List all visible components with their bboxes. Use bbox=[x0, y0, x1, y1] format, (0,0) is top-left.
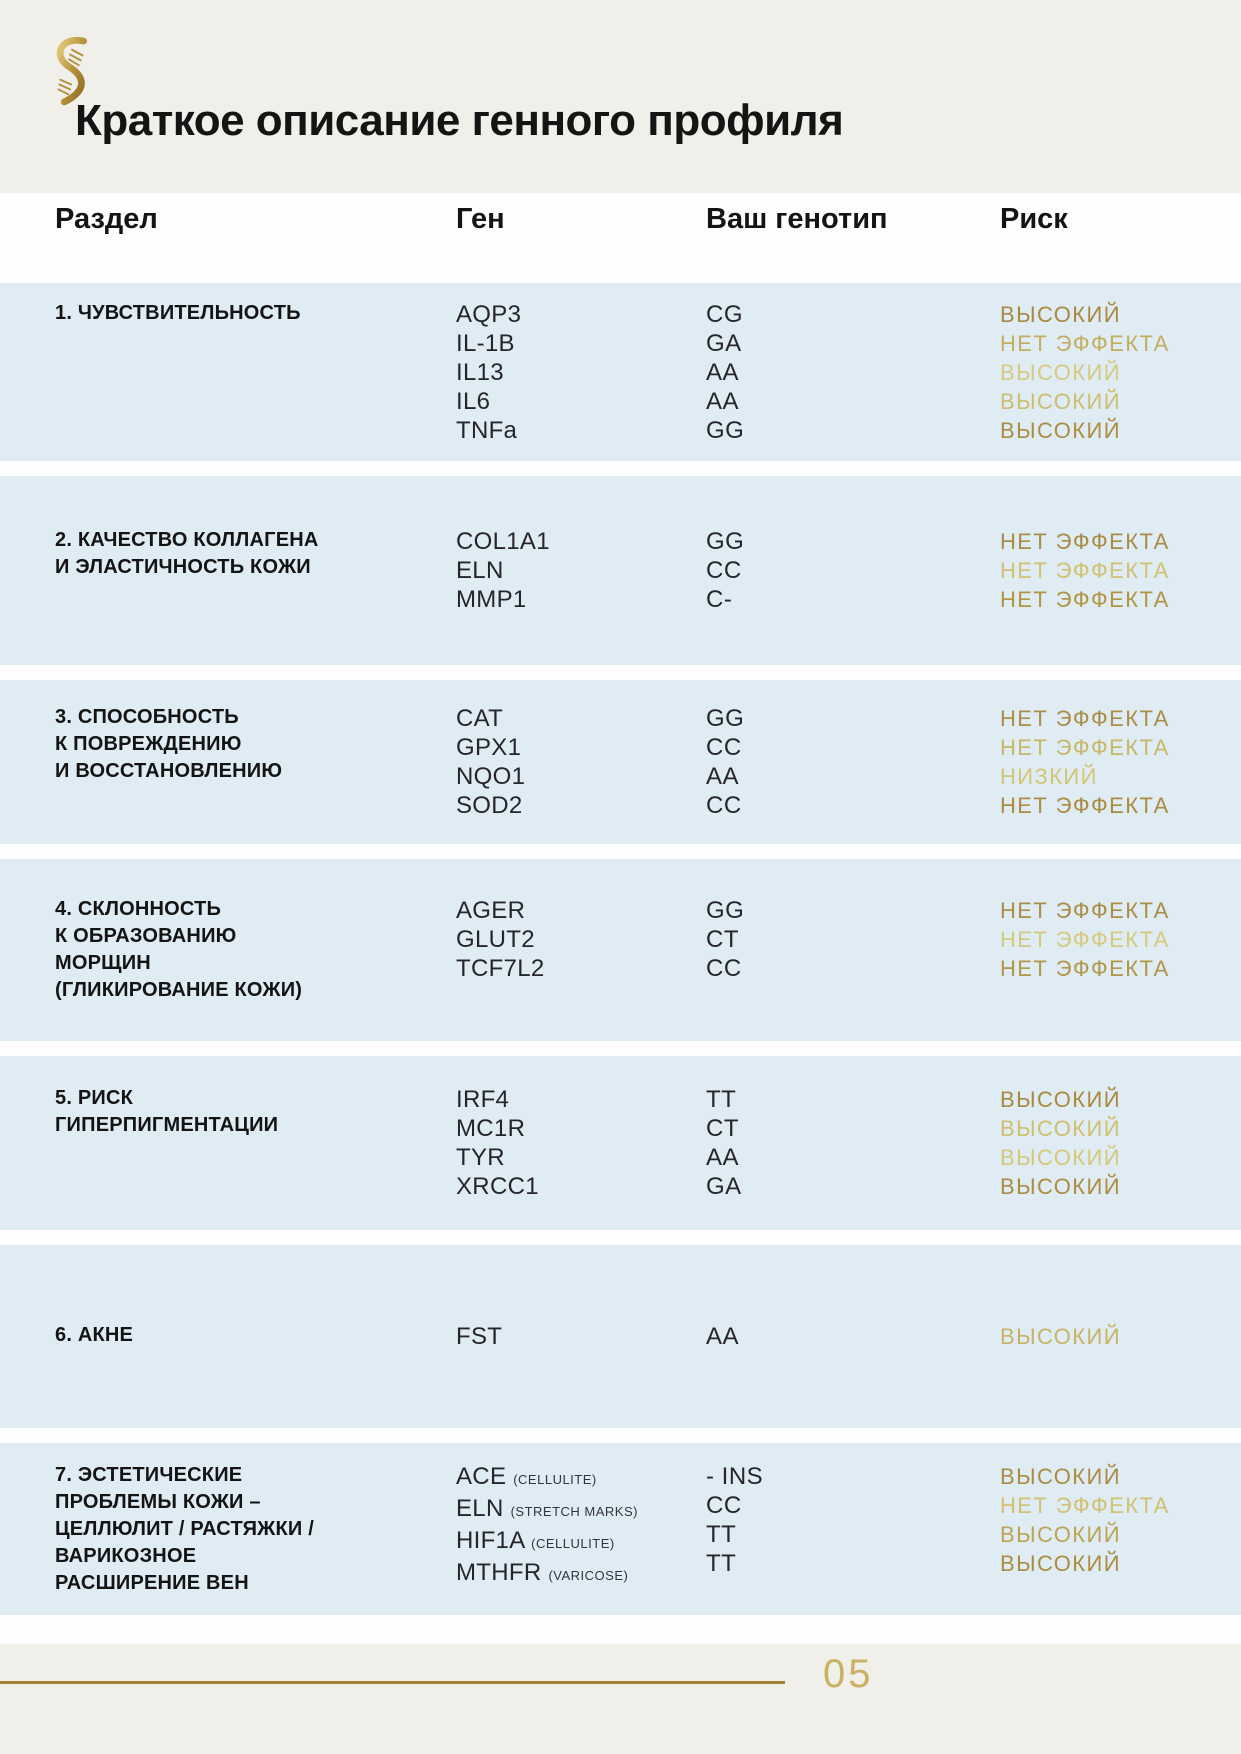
risk-value: НЕТ ЭФФЕКТА bbox=[1000, 735, 1170, 760]
risk-value: ВЫСОКИЙ bbox=[1000, 1145, 1121, 1170]
table-header-row bbox=[0, 193, 1241, 283]
genotype-value: AA bbox=[706, 1144, 740, 1171]
gene-name bbox=[456, 1143, 706, 1172]
page-footer bbox=[0, 1644, 1241, 1754]
gene-name-text: XRCC1 bbox=[456, 1173, 539, 1200]
section-label-cell bbox=[55, 1462, 456, 1597]
gene-name bbox=[456, 1085, 706, 1114]
risk-value: ВЫСОКИЙ bbox=[1000, 359, 1121, 385]
risk-value: ВЫСОКИЙ bbox=[1000, 1174, 1121, 1199]
gene-name bbox=[456, 300, 706, 329]
risk-value: ВЫСОКИЙ bbox=[1000, 417, 1121, 443]
genotype-value: CC bbox=[706, 557, 742, 584]
gene-column bbox=[456, 1085, 706, 1201]
section-label: ГИПЕРПИГМЕНТАЦИИ bbox=[55, 1114, 279, 1136]
gene-profile-table bbox=[0, 283, 1241, 1644]
gene-name bbox=[456, 704, 706, 733]
risk-value: ВЫСОКИЙ bbox=[1000, 1087, 1121, 1112]
gene-name-text: IRF4 bbox=[456, 1086, 510, 1113]
section-label: К ОБРАЗОВАНИЮ bbox=[55, 925, 237, 947]
risk-value: НЕТ ЭФФЕКТА bbox=[1000, 1492, 1170, 1518]
gene-name bbox=[456, 1462, 706, 1494]
genotype-column bbox=[706, 704, 1000, 820]
genotype-column bbox=[706, 527, 1000, 614]
section-label: (ГЛИКИРОВАНИЕ КОЖИ) bbox=[55, 979, 303, 1001]
table-section-band bbox=[0, 859, 1241, 1041]
gene-column bbox=[456, 300, 706, 445]
table-header-genotype: Ваш генотип bbox=[706, 203, 888, 235]
gene-name bbox=[456, 358, 706, 387]
gene-name bbox=[456, 1494, 706, 1526]
table-section-band bbox=[0, 476, 1241, 665]
section-label: ЦЕЛЛЮЛИТ / РАСТЯЖКИ / bbox=[55, 1517, 314, 1540]
gene-name bbox=[456, 329, 706, 358]
table-section-band bbox=[0, 1056, 1241, 1230]
genotype-value: GG bbox=[706, 705, 745, 732]
genotype-value: TT bbox=[706, 1086, 737, 1113]
gene-column bbox=[456, 527, 706, 614]
table-header-section: Раздел bbox=[55, 203, 158, 235]
gene-name-text: AQP3 bbox=[456, 300, 522, 328]
genotype-value: AA bbox=[706, 1323, 740, 1350]
risk-column bbox=[1000, 1462, 1241, 1578]
gene-name bbox=[456, 1322, 706, 1351]
genotype-column bbox=[706, 1085, 1000, 1201]
genotype-value: CT bbox=[706, 1115, 739, 1142]
risk-value: НЕТ ЭФФЕКТА bbox=[1000, 793, 1170, 818]
section-label-cell bbox=[55, 1322, 456, 1349]
gene-name bbox=[456, 556, 706, 585]
page-title: Краткое описание генного профиля bbox=[75, 96, 844, 145]
genotype-value: GA bbox=[706, 329, 742, 357]
gene-name bbox=[456, 1172, 706, 1201]
risk-value: ВЫСОКИЙ bbox=[1000, 388, 1121, 414]
section-label: ПРОБЛЕМЫ КОЖИ – bbox=[55, 1490, 261, 1513]
table-header-gene: Ген bbox=[456, 203, 505, 235]
gene-name-text: CAT bbox=[456, 705, 504, 732]
gold-divider-line bbox=[0, 1681, 785, 1684]
gene-name-text: MTHFR bbox=[456, 1558, 542, 1586]
gene-column bbox=[456, 896, 706, 983]
risk-value: НЕТ ЭФФЕКТА bbox=[1000, 330, 1170, 356]
section-label-cell bbox=[55, 704, 456, 785]
risk-value: ВЫСОКИЙ bbox=[1000, 1116, 1121, 1141]
gene-note: (STRETCH MARKS) bbox=[510, 1503, 638, 1519]
gene-name-text: MMP1 bbox=[456, 586, 527, 613]
section-label: 3. СПОСОБНОСТЬ bbox=[55, 706, 239, 728]
section-label: МОРЩИН bbox=[55, 952, 151, 974]
section-label: ВАРИКОЗНОЕ bbox=[55, 1544, 197, 1567]
genotype-value: CC bbox=[706, 734, 742, 761]
gene-column bbox=[456, 1462, 706, 1590]
page-header-area bbox=[0, 0, 1241, 193]
genotype-value: AA bbox=[706, 358, 740, 386]
genotype-value: AA bbox=[706, 387, 740, 415]
risk-value: НЕТ ЭФФЕКТА bbox=[1000, 706, 1170, 731]
genotype-column bbox=[706, 300, 1000, 445]
section-label: 7. ЭСТЕТИЧЕСКИЕ bbox=[55, 1463, 243, 1486]
gene-name bbox=[456, 387, 706, 416]
gene-column bbox=[456, 704, 706, 820]
section-label: 5. РИСК bbox=[55, 1087, 134, 1109]
risk-column bbox=[1000, 896, 1241, 983]
gene-name bbox=[456, 896, 706, 925]
gene-name bbox=[456, 925, 706, 954]
section-label-cell bbox=[55, 300, 456, 327]
risk-value: НИЗКИЙ bbox=[1000, 764, 1098, 789]
genotype-value: CT bbox=[706, 926, 739, 953]
gene-name-text: NQO1 bbox=[456, 763, 526, 790]
gene-name-text: SOD2 bbox=[456, 792, 523, 819]
section-label: 6. АКНЕ bbox=[55, 1324, 134, 1346]
risk-column bbox=[1000, 704, 1241, 820]
section-label: И ВОССТАНОВЛЕНИЮ bbox=[55, 760, 283, 782]
risk-value: ВЫСОКИЙ bbox=[1000, 1550, 1121, 1576]
gene-name-text: ELN bbox=[456, 557, 504, 584]
risk-column bbox=[1000, 1085, 1241, 1201]
gene-name-text: IL6 bbox=[456, 387, 491, 415]
gene-name-text: FST bbox=[456, 1323, 503, 1350]
genotype-column bbox=[706, 1462, 1000, 1578]
gene-name bbox=[456, 585, 706, 614]
table-header-risk: Риск bbox=[1000, 203, 1068, 235]
gene-name-text: COL1A1 bbox=[456, 528, 550, 555]
genotype-value: TT bbox=[706, 1549, 737, 1577]
genotype-value: GA bbox=[706, 1173, 742, 1200]
gene-name bbox=[456, 527, 706, 556]
gene-name bbox=[456, 416, 706, 445]
gene-name bbox=[456, 1114, 706, 1143]
gene-column bbox=[456, 1322, 706, 1351]
gene-note: (CELLULITE) bbox=[513, 1471, 597, 1487]
genotype-value: GG bbox=[706, 416, 745, 444]
gene-name bbox=[456, 1558, 706, 1590]
gene-name-text: ELN bbox=[456, 1494, 504, 1522]
risk-value: НЕТ ЭФФЕКТА bbox=[1000, 898, 1170, 923]
gene-name-text: TYR bbox=[456, 1144, 505, 1171]
table-section-band bbox=[0, 680, 1241, 844]
gene-name-text: TCF7L2 bbox=[456, 955, 545, 982]
risk-value: ВЫСОКИЙ bbox=[1000, 1521, 1121, 1547]
gene-name-text: IL13 bbox=[456, 358, 504, 386]
genotype-value: AA bbox=[706, 763, 740, 790]
section-label: РАСШИРЕНИЕ ВЕН bbox=[55, 1571, 249, 1594]
gene-name-text: IL-1B bbox=[456, 329, 515, 357]
risk-column bbox=[1000, 527, 1241, 614]
gene-name-text: ACE bbox=[456, 1462, 507, 1490]
genotype-value: GG bbox=[706, 897, 745, 924]
table-section-band bbox=[0, 283, 1241, 461]
section-label: 4. СКЛОННОСТЬ bbox=[55, 898, 222, 920]
section-label: И ЭЛАСТИЧНОСТЬ КОЖИ bbox=[55, 556, 311, 578]
section-label: 1. ЧУВСТВИТЕЛЬНОСТЬ bbox=[55, 301, 301, 324]
section-label-cell bbox=[55, 527, 456, 581]
genotype-value: TT bbox=[706, 1520, 737, 1548]
risk-value: НЕТ ЭФФЕКТА bbox=[1000, 587, 1170, 612]
genotype-column bbox=[706, 896, 1000, 983]
risk-value: НЕТ ЭФФЕКТА bbox=[1000, 529, 1170, 554]
section-label-cell bbox=[55, 1085, 456, 1139]
risk-value: НЕТ ЭФФЕКТА bbox=[1000, 927, 1170, 952]
section-label: 2. КАЧЕСТВО КОЛЛАГЕНА bbox=[55, 529, 319, 551]
genotype-value: CC bbox=[706, 1491, 742, 1519]
table-section-band bbox=[0, 1245, 1241, 1428]
risk-value: НЕТ ЭФФЕКТА bbox=[1000, 558, 1170, 583]
gene-name-text: MC1R bbox=[456, 1115, 526, 1142]
genotype-value: CG bbox=[706, 300, 743, 328]
genotype-value: CC bbox=[706, 955, 742, 982]
gene-note: (CELLULITE) bbox=[531, 1535, 615, 1551]
risk-value: НЕТ ЭФФЕКТА bbox=[1000, 956, 1170, 981]
gene-name bbox=[456, 762, 706, 791]
risk-column bbox=[1000, 300, 1241, 445]
gene-name bbox=[456, 791, 706, 820]
risk-value: ВЫСОКИЙ bbox=[1000, 1324, 1121, 1349]
gene-name-text: HIF1A bbox=[456, 1526, 525, 1554]
genotype-value: CC bbox=[706, 792, 742, 819]
gene-name bbox=[456, 954, 706, 983]
gene-name-text: AGER bbox=[456, 897, 526, 924]
section-label: К ПОВРЕЖДЕНИЮ bbox=[55, 733, 242, 755]
genotype-column bbox=[706, 1322, 1000, 1351]
page-number: 05 bbox=[823, 1652, 874, 1696]
genotype-value: - INS bbox=[706, 1462, 764, 1490]
gene-name-text: TNFa bbox=[456, 416, 518, 444]
gene-name-text: GLUT2 bbox=[456, 926, 535, 953]
genotype-value: GG bbox=[706, 528, 745, 555]
gene-note: (VARICOSE) bbox=[548, 1567, 629, 1583]
gene-name-text: GPX1 bbox=[456, 734, 522, 761]
section-label-cell bbox=[55, 896, 456, 1004]
risk-value: ВЫСОКИЙ bbox=[1000, 1463, 1121, 1489]
gene-name bbox=[456, 1526, 706, 1558]
risk-value: ВЫСОКИЙ bbox=[1000, 301, 1121, 327]
genotype-value: C- bbox=[706, 586, 733, 613]
gene-name bbox=[456, 733, 706, 762]
table-section-band bbox=[0, 1443, 1241, 1615]
risk-column bbox=[1000, 1322, 1241, 1351]
